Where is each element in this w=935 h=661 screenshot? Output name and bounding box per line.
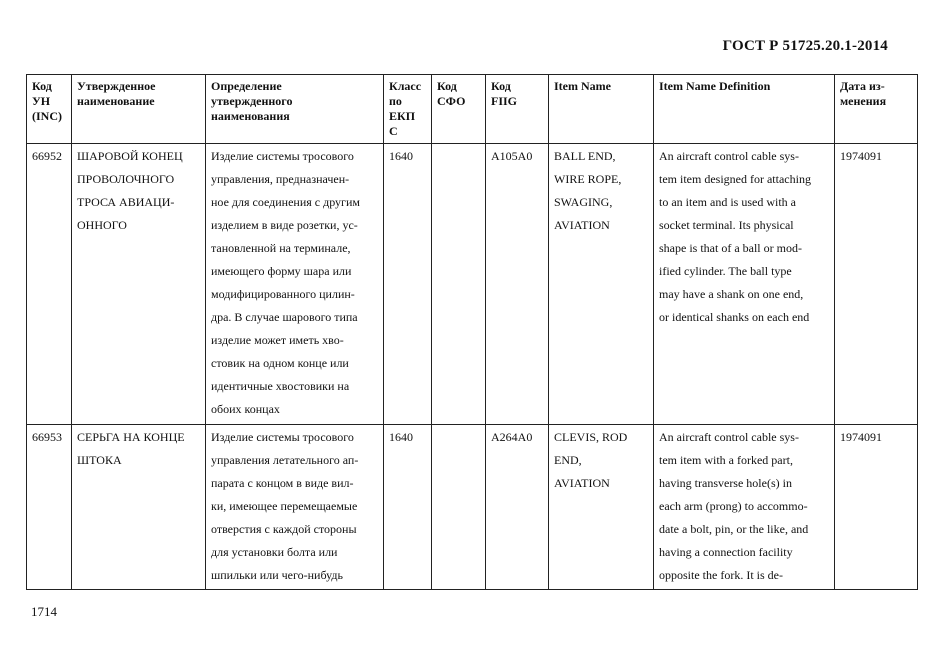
col-header-approved-name: Утвержденное наименование	[72, 75, 206, 144]
standard-designation: ГОСТ Р 51725.20.1-2014	[722, 38, 888, 54]
table-row	[27, 144, 918, 425]
cell-date: 1974091	[835, 144, 918, 425]
col-header-item-name: Item Name	[549, 75, 654, 144]
col-header-definition: Определение утвержденного наименования	[206, 75, 384, 144]
cell-approved-name: СЕРЬГА НА КОНЦЕ ШТОКА	[72, 425, 206, 590]
cell-sfo	[432, 144, 486, 425]
col-header-sfo: Код СФО	[432, 75, 486, 144]
cell-definition: Изделие системы тросового управления, предназначен- ное для соединения с другим изделием в виде розетки, ус- тановленной на терминале, имеющего форму шара или модифицированного цилин- дра. В случае шарового типа изделие может иметь хво- стовик на одном конце или идентичные хвостовики на обоих концах	[206, 144, 384, 425]
col-header-date: Дата из- менения	[835, 75, 918, 144]
col-header-inc: Код УН (INC)	[27, 75, 72, 144]
table-row	[27, 425, 918, 590]
cell-sfo	[432, 425, 486, 590]
cell-item-name: BALL END, WIRE ROPE, SWAGING, AVIATION	[549, 144, 654, 425]
col-header-class: Класс по ЕКП С	[384, 75, 432, 144]
cell-fiig: A264A0	[486, 425, 549, 590]
catalog-table	[26, 74, 918, 590]
cell-class: 1640	[384, 425, 432, 590]
col-header-fiig: Код FIIG	[486, 75, 549, 144]
table-header-row	[27, 75, 918, 144]
cell-inc: 66952	[27, 144, 72, 425]
cell-item-definition: An aircraft control cable sys- tem item designed for attaching to an item and is used with a socket terminal. Its physical shape is that of a ball or mod- ified cylinder. The ball type may have a shank on one end, or identical shanks on each end	[654, 144, 835, 425]
cell-inc: 66953	[27, 425, 72, 590]
cell-item-definition: An aircraft control cable sys- tem item with a forked part, having transverse hole(s) in each arm (prong) to accommo- date a bolt, pin, or the like, and having a connection facility opposite the fork. It is de-	[654, 425, 835, 590]
page-number: 1714	[31, 604, 57, 619]
cell-item-name: CLEVIS, ROD END, AVIATION	[549, 425, 654, 590]
cell-definition: Изделие системы тросового управления летательного ап- парата с концом в виде вил- ки, имеющее перемещаемые отверстия с каждой стороны для установки болта или шпильки или чего-нибудь	[206, 425, 384, 590]
col-header-item-definition: Item Name Definition	[654, 75, 835, 144]
cell-approved-name: ШАРОВОЙ КОНЕЦ ПРОВОЛОЧНОГО ТРОСА АВИАЦИ- ОННОГО	[72, 144, 206, 425]
cell-date: 1974091	[835, 425, 918, 590]
cell-class: 1640	[384, 144, 432, 425]
cell-fiig: A105A0	[486, 144, 549, 425]
